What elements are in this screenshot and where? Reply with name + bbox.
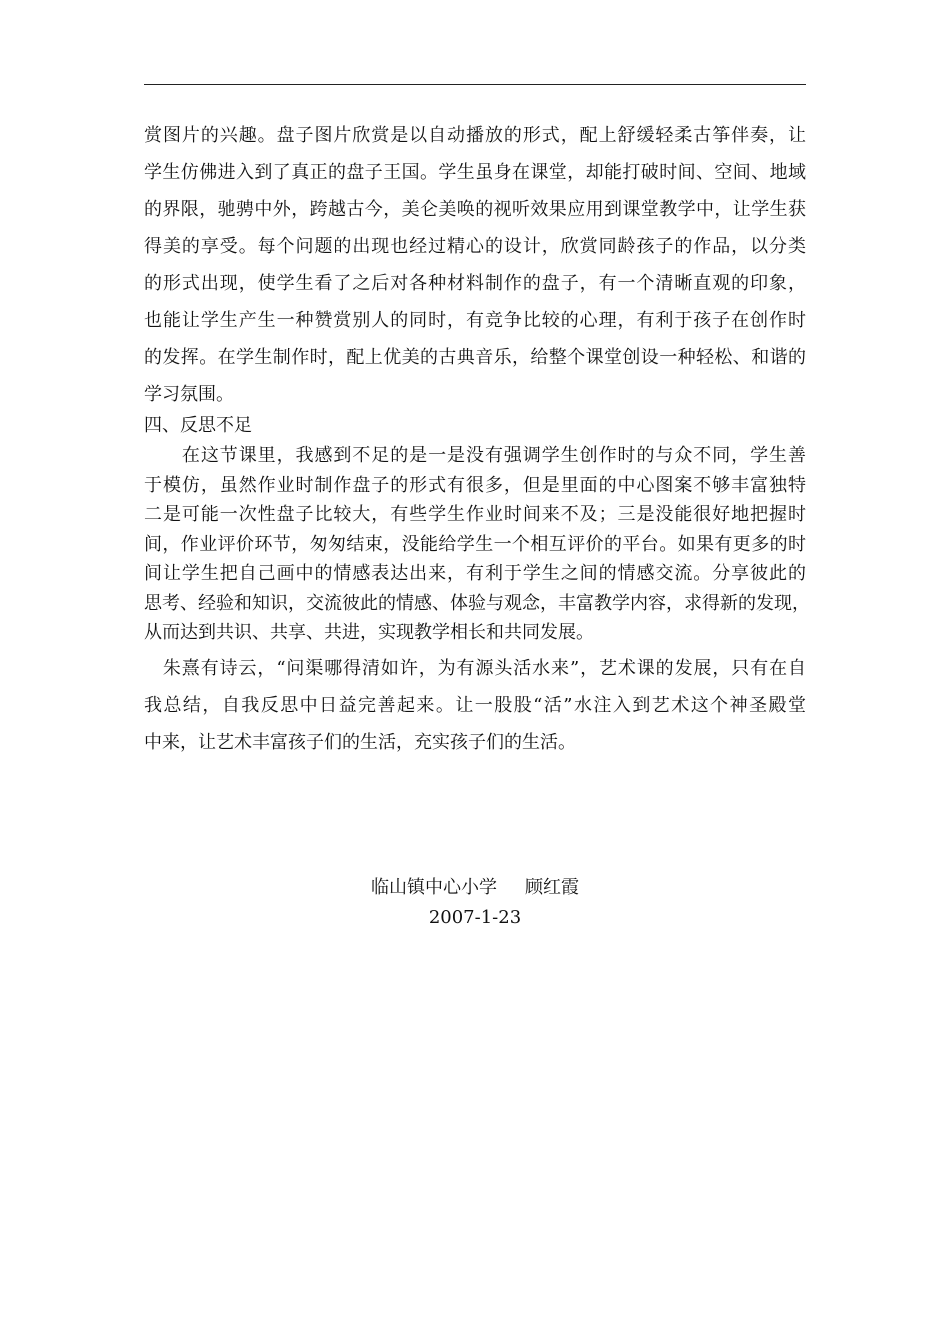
paragraph-line: 学生仿佛进入到了真正的盘子王国。学生虽身在课堂，却能打破时间、空间、地域 [144,162,806,183]
paragraph-line: 朱熹有诗云，“问渠哪得清如许，为有源头活水来”，艺术课的发展，只有在自 [144,657,806,679]
paragraph-line: 于模仿，虽然作业时制作盘子的形式有很多，但是里面的中心图案不够丰富独特 [144,474,806,496]
paragraph-appreciation [144,117,806,413]
signature-line [0,873,950,899]
paragraph-line: 的界限，驰骋中外，跨越古今，美仑美唤的视听效果应用到课堂教学中，让学生获 [144,199,806,220]
paragraph-line: 得美的享受。每个问题的出现也经过精心的设计，欣赏同龄孩子的作品，以分类 [144,236,806,257]
paragraph-conclusion [144,650,806,761]
paragraph-line: 间让学生把自己画中的情感表达出来，有利于学生之间的情感交流。分享彼此的 [144,563,806,584]
paragraph-reflection [144,441,810,648]
paragraph-line: 中来，让艺术丰富孩子们的生活，充实孩子们的生活。 [144,731,576,753]
signature-date: 2007-1-23 [428,907,522,928]
paragraph-line: 赏图片的兴趣。盘子图片欣赏是以自动播放的形式，配上舒缓轻柔古筝伴奏，让 [144,125,806,146]
paragraph-line: 思考、经验和知识，交流彼此的情感、体验与观念，丰富教学内容，求得新的发现， [144,592,810,614]
paragraph-line: 在这节课里，我感到不足的是一是没有强调学生创作时的与众不同，学生善 [144,445,806,466]
paragraph-line: 从而达到共识、共享、共进，实现教学相长和共同发展。 [144,622,594,643]
section-heading: 四、反思不足 [144,415,252,436]
paragraph-line: 间，作业评价环节，匆匆结束，没能给学生一个相互评价的平台。如果有更多的时 [144,533,806,555]
paragraph-line: 学习氛围。 [144,384,234,405]
paragraph-line: 我总结，自我反思中日益完善起来。让一股股“活”水注入到艺术这个神圣殿堂 [144,694,806,716]
header-rule [144,84,806,85]
paragraph-line: 的发挥。在学生制作时，配上优美的古典音乐，给整个课堂创设一种轻松、和谐的 [144,347,806,368]
paragraph-line: 也能让学生产生一种赞赏别人的同时，有竞争比较的心理，有利于孩子在创作时 [144,310,806,331]
paragraph-line: 的形式出现，使学生看了之后对各种材料制作的盘子，有一个清晰直观的印象， [144,273,806,294]
document-body [144,117,810,761]
paragraph-line: 二是可能一次性盘子比较大，有些学生作业时间来不及；三是没能很好地把握时 [144,504,806,525]
school-name: 临山镇中心小学 [371,877,497,898]
author-name: 顾红霞 [525,877,579,898]
